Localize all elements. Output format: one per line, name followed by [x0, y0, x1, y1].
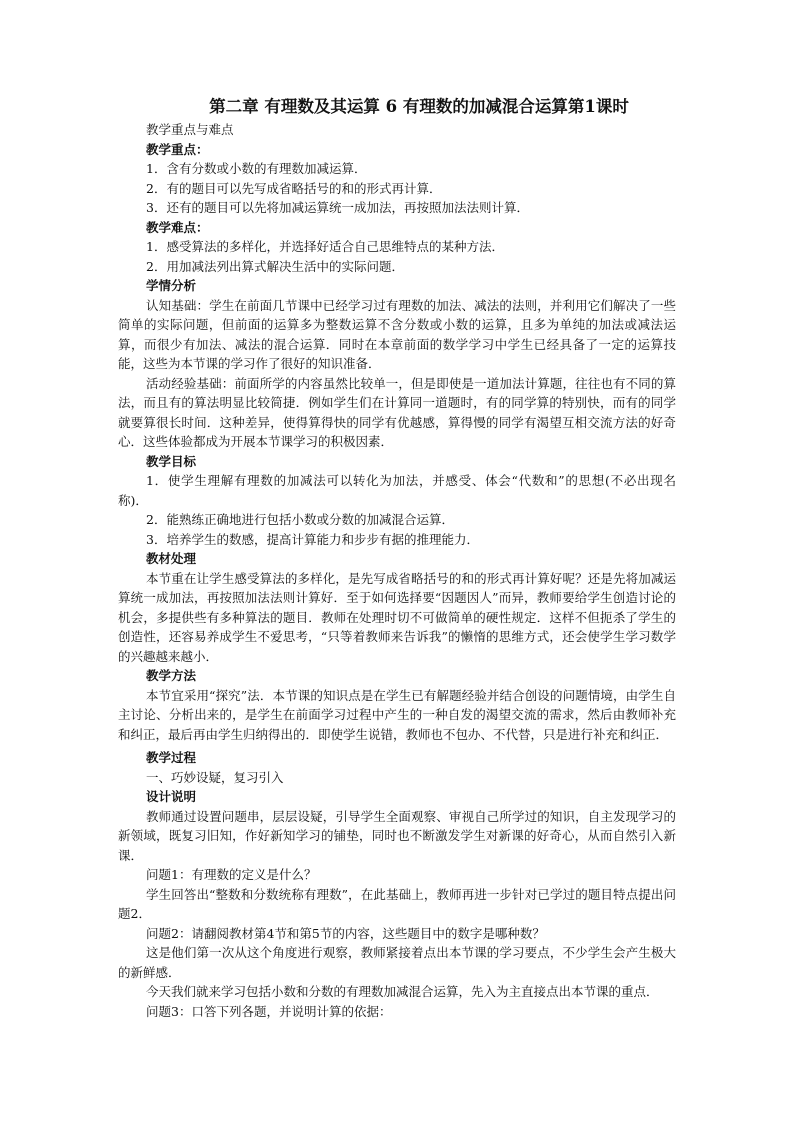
- difficult-point-2: 2．用加减法列出算式解决生活中的实际问题．: [146, 258, 404, 274]
- heading-goals: 教学目标: [146, 453, 197, 469]
- key-point-1: 1．含有分数或小数的有理数加减运算．: [146, 161, 367, 176]
- question-1: 问题1：有理数的定义是什么？: [146, 867, 317, 882]
- section-label-key-and-difficult: 教学重点与难点: [146, 122, 234, 137]
- heading-learner-analysis: 学情分析: [146, 278, 197, 293]
- question-3: 问题3：口答下列各题，并说明计算的依据：: [146, 1003, 392, 1019]
- page-title: 第二章 有理数及其运算 6 有理数的加减混合运算第1课时: [209, 97, 629, 116]
- key-point-2: 2．有的题目可以先写成省略括号的和的形式再计算．: [146, 180, 442, 196]
- heading-design-notes: 设计说明: [146, 789, 197, 804]
- paragraph-methods: 本节宜采用“探究”法．本节课的知识点是在学生已有解题经验并结合创设的问题情境，由学生自主讨论、分析出来的，是学生在前面学习过程中产生的一种自发的渴望交流的需求，然后由教师补充和纠正，最后再由学生归纳得出的．即使学生说错，教师也不包办、不代替，只是进行补充和纠正．: [118, 687, 676, 742]
- heading-methods: 教学方法: [146, 668, 197, 683]
- paragraph-activity-experience: 活动经验基础：前面所学的内容虽然比较单一，但是即使是一道加法计算题，往往也有不同的算法，而且有的算法明显比较简捷．例如学生们在计算同一道题时，有的同学算的特别快，而有的同学就要算很长时间．这种差异，使得算得快的同学有优越感，算得慢的同学有渴望互相交流方法的好奇心．这些体验都成为开展本节课学习的积极因素．: [118, 375, 676, 449]
- heading-difficult-points: 教学难点：: [146, 219, 209, 235]
- heading-process: 教学过程: [146, 750, 197, 765]
- heading-key-points: 教学重点：: [146, 141, 209, 157]
- paragraph-design-notes: 教师通过设置问题串，层层设疑，引导学生全面观察、审视自己所学过的知识，自主发现学习的新领域，既复习旧知，作好新知学习的铺垫，同时也不断激发学生对新课的好奇心，从而自然引入新课．: [118, 808, 676, 863]
- difficult-point-1: 1．感受算法的多样化，并选择好适合自己思维特点的某种方法．: [146, 239, 504, 254]
- process-step-1: 一、巧妙设疑，复习引入: [146, 769, 284, 785]
- goal-1: 1．使学生理解有理数的加减法可以转化为加法，并感受、体会“代数和”的思想(不必出现名称)．: [118, 473, 676, 508]
- question-2: 问题2：请翻阅教材第4节和第5节的内容，这些题目中的数字是哪种数？: [146, 925, 545, 941]
- goal-2: 2．能熟练正确地进行包括小数或分数的加减混合运算．: [146, 512, 454, 527]
- question-1-answer: 学生回答出“整数和分数统称有理数”，在此基础上，教师再进一步针对已学过的题目特点提出问题2．: [118, 886, 676, 921]
- paragraph-cognitive-basis: 认知基础：学生在前面几节课中已经学习过有理数的加法、减法的法则，并利用它们解决了一些简单的实际问题，但前面的运算多为整数运算不含分数或小数的运算，且多为单纯的加法或减法运算，而很少有加法、减法的混合运算．同时在本章前面的数学学习中学生已经具备了一定的运算技能，这些为本节课的学习作了很好的知识准备．: [118, 297, 676, 371]
- heading-materials: 教材处理: [146, 551, 197, 566]
- key-point-3: 3．还有的题目可以先将加减运算统一成加法，再按照加法法则计算．: [146, 200, 529, 215]
- paragraph-intro: 今天我们就来学习包括小数和分数的有理数加减混合运算，先入为主直接点出本节课的重点．: [146, 984, 659, 999]
- question-2-answer: 这是他们第一次从这个角度进行观察，教师紧接着点出本节课的学习要点，不少学生会产生极大的新鲜感．: [118, 945, 676, 980]
- document-page: [118, 96, 676, 1021]
- paragraph-materials: 本节重在让学生感受算法的多样化，是先写成省略括号的和的形式再计算好呢？还是先将加减运算统一成加法，再按照加法法则计算好．至于如何选择要“因题因人”而异，教师要给学生创造讨论的机会，多提供些有多种算法的题目．教师在处理时切不可做简单的硬性规定．这样不但扼杀了学生的创造性，还容易养成学生不爱思考，“只等着教师来告诉我”的懒惰的思维方式，还会使学生学习数学的兴趣越来越小．: [118, 570, 676, 664]
- goal-3: 3．培养学生的数感，提高计算能力和步步有据的推理能力．: [146, 531, 479, 547]
